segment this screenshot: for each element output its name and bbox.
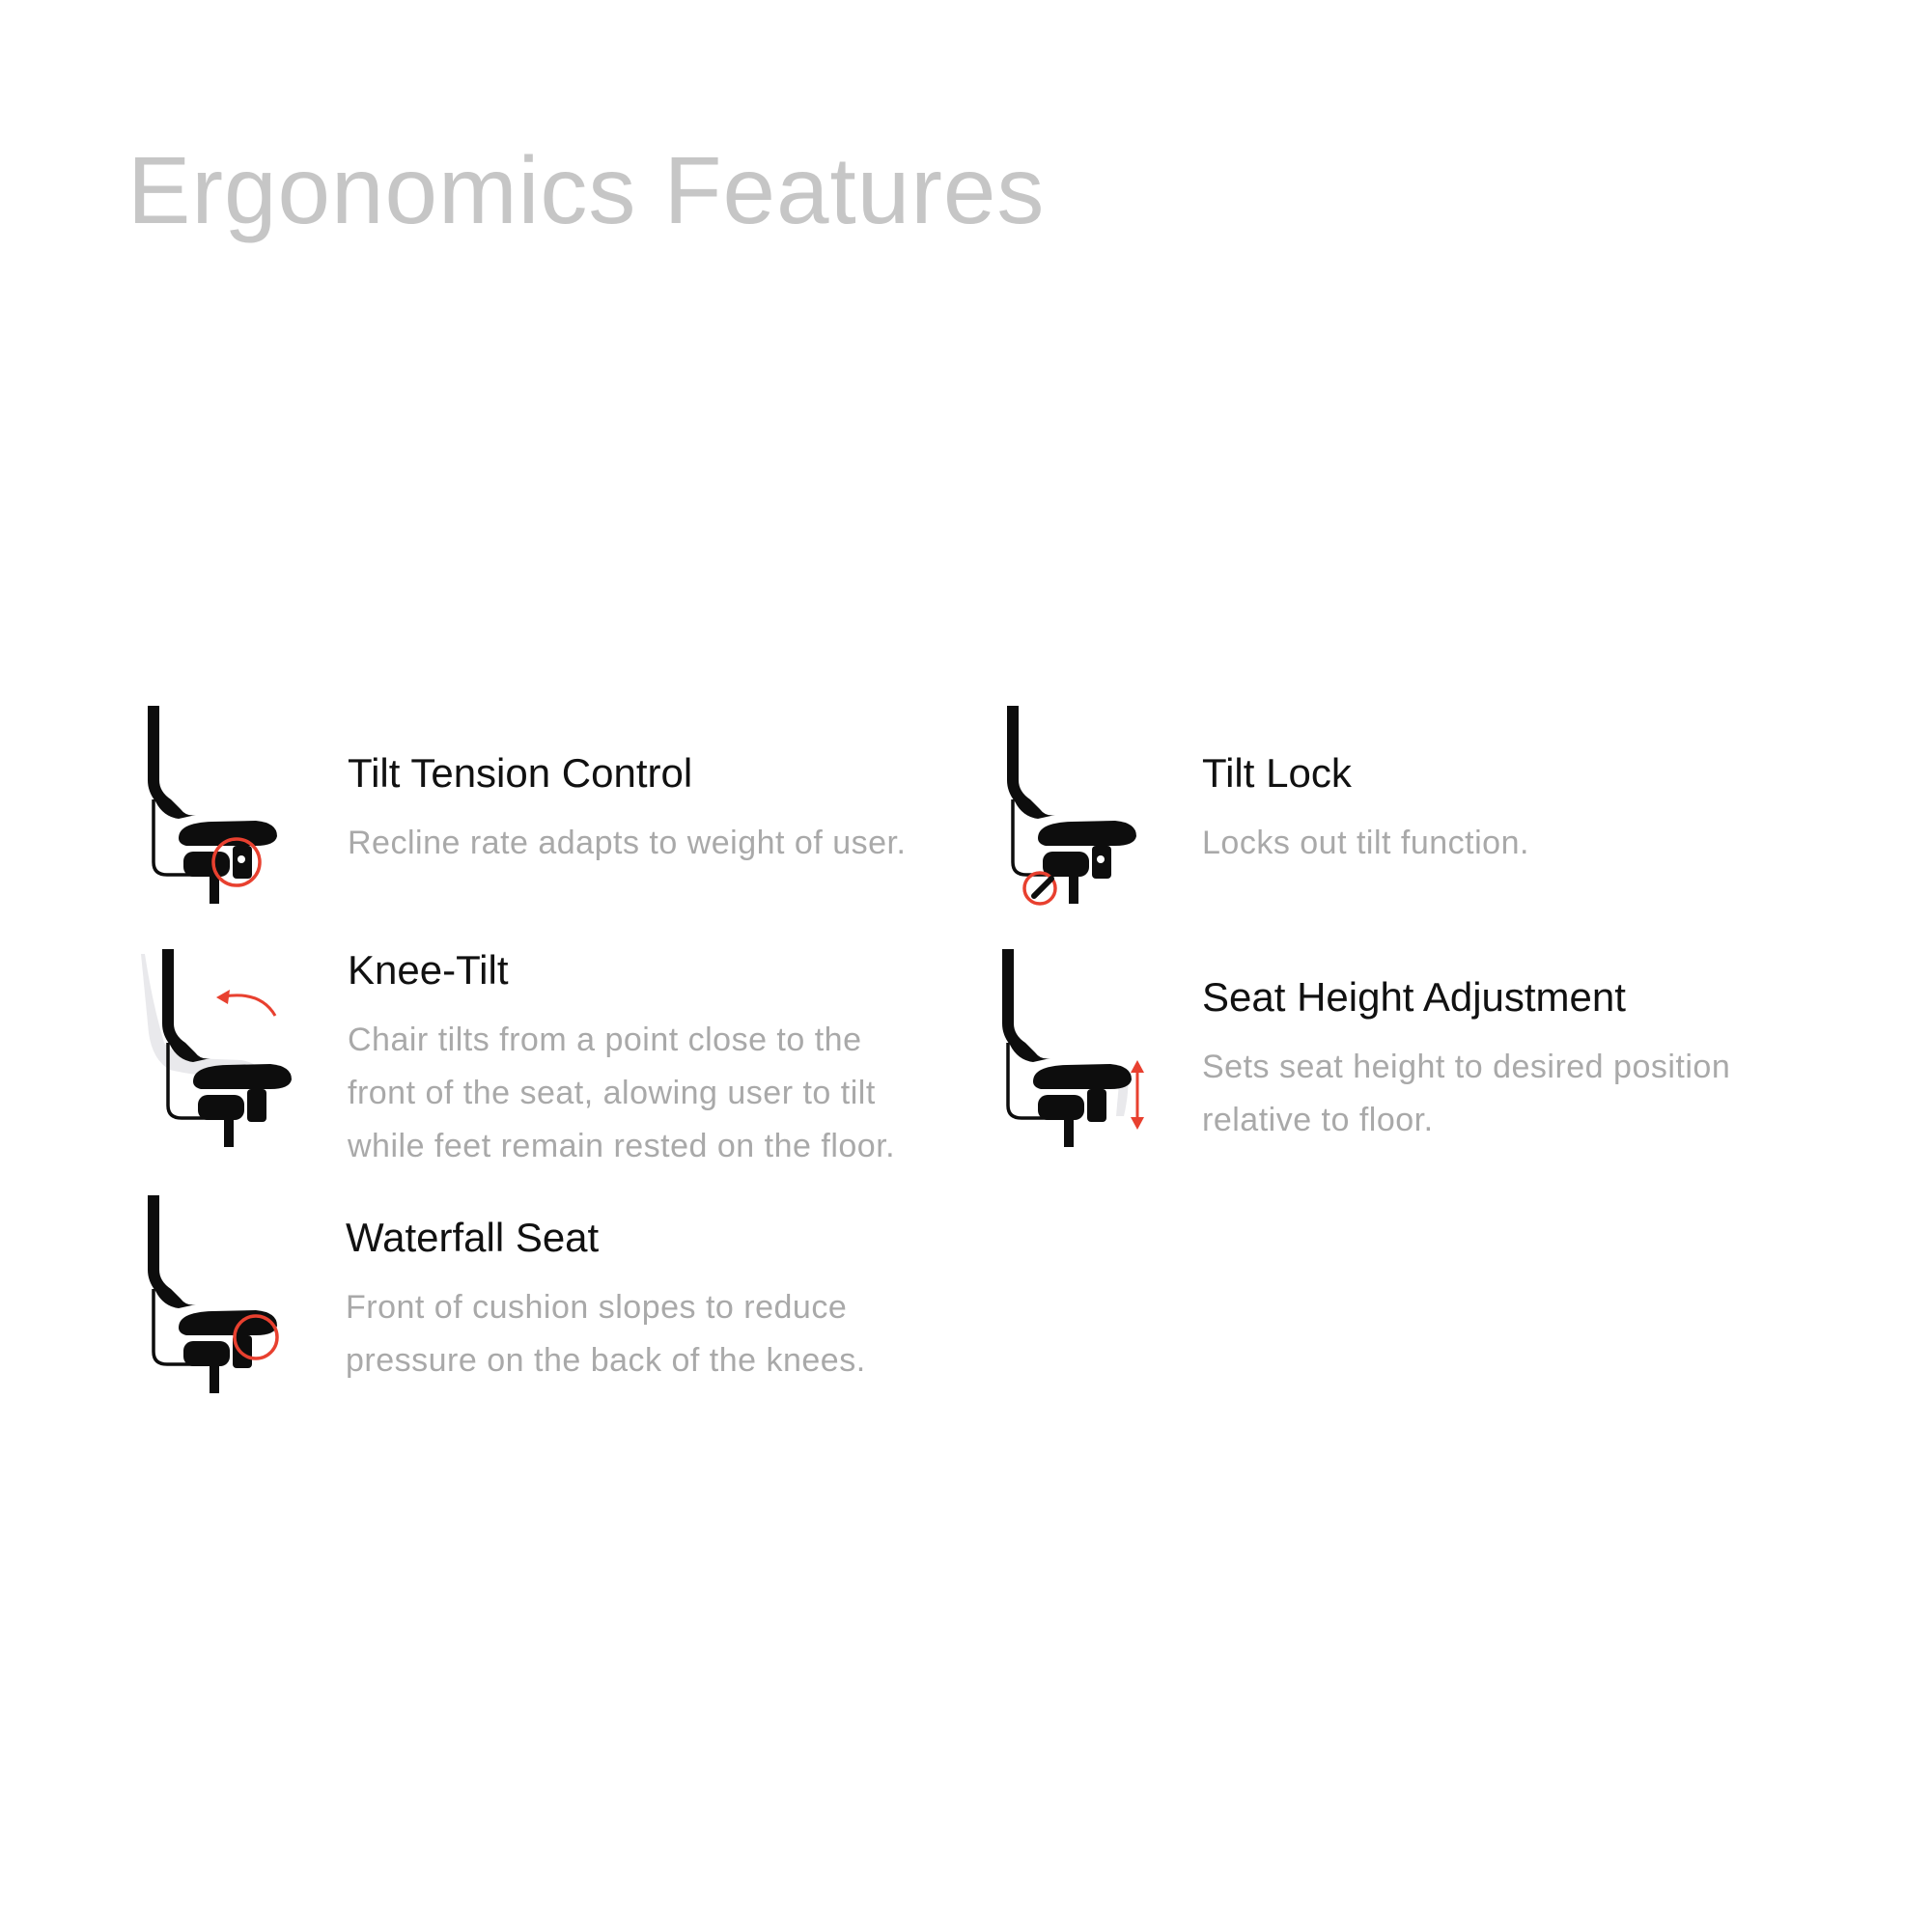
feature-title: Seat Height Adjustment [1202, 974, 1626, 1020]
feature-title: Waterfall Seat [346, 1215, 600, 1260]
feature-description: Chair tilts from a point close to the front of the seat, alowing user to tilt while feet remain rested on the floor. [348, 1022, 896, 1165]
feature-description: Locks out tilt function. [1202, 825, 1529, 862]
feature-knee-tilt [135, 946, 956, 1168]
chair-seat-height-icon [994, 946, 1159, 1154]
feature-title: Tilt Tension Control [348, 750, 693, 796]
feature-description: Front of cushion slopes to reduce pressure on the back of the knees. [346, 1289, 866, 1380]
feature-title: Knee-Tilt [348, 947, 509, 993]
feature-waterfall-seat [140, 1192, 961, 1405]
chair-tilt-tension-icon [140, 703, 294, 906]
feature-description: Sets seat height to desired position relative to floor. [1202, 1049, 1731, 1139]
feature-seat-height-adjustment [994, 946, 1844, 1168]
chair-waterfall-seat-icon [140, 1192, 304, 1400]
feature-tilt-tension-control [140, 703, 961, 906]
feature-tilt-lock [999, 703, 1820, 906]
feature-title: Tilt Lock [1202, 750, 1352, 796]
chair-knee-tilt-icon [135, 946, 299, 1154]
chair-tilt-lock-icon [999, 703, 1154, 906]
feature-description: Recline rate adapts to weight of user. [348, 825, 907, 862]
page-title: Ergonomics Features [127, 137, 1046, 243]
